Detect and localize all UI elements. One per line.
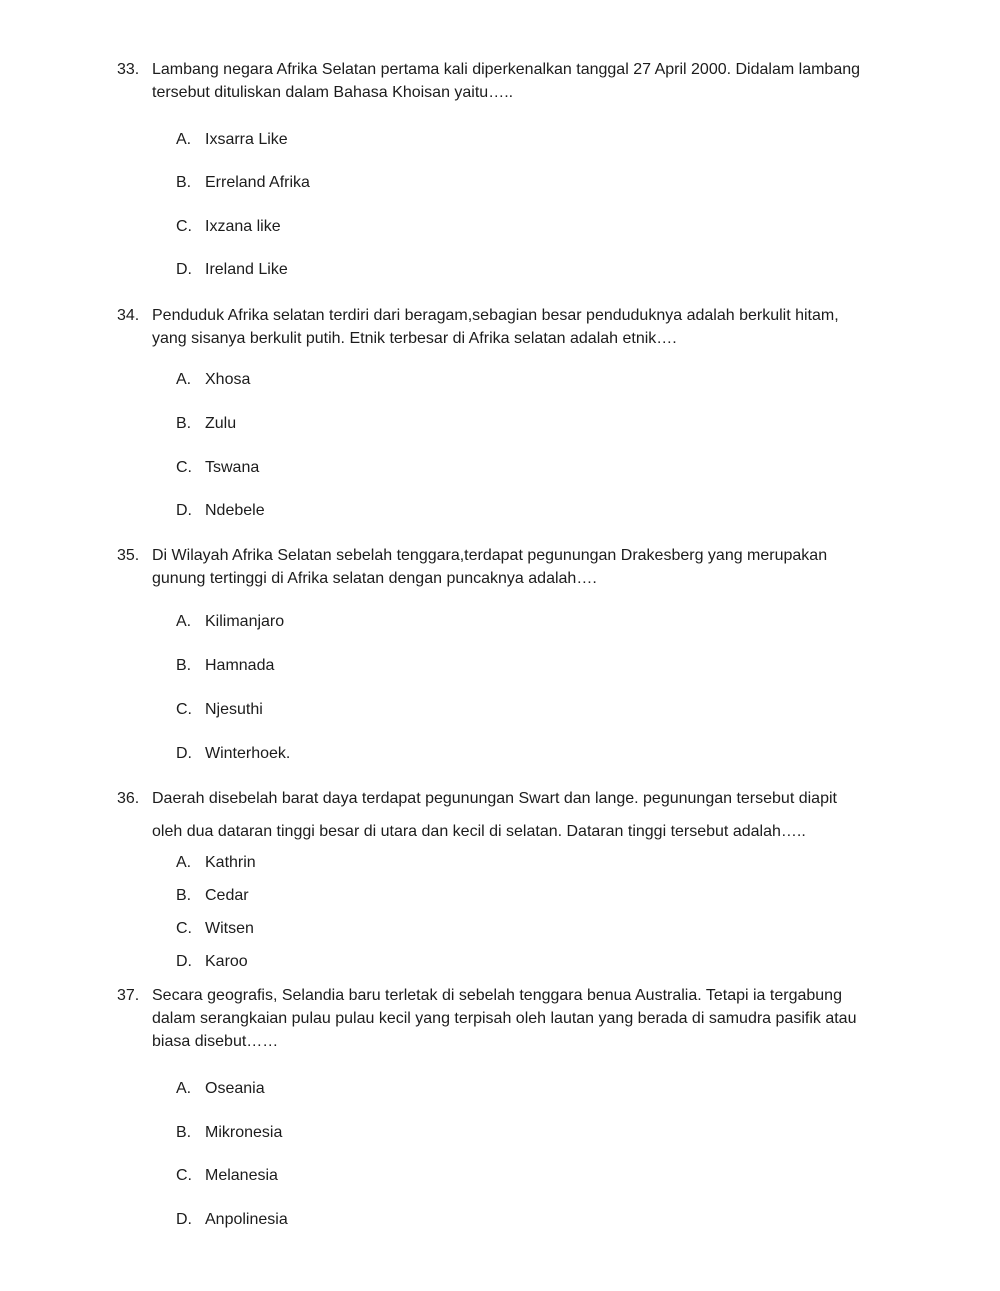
option-text: Xhosa (205, 371, 251, 388)
option-letter: D. (176, 745, 192, 762)
option-34-b[interactable] (176, 414, 236, 434)
option-letter: A. (176, 371, 192, 388)
option-text: Ixsarra Like (205, 131, 288, 148)
option-text: Erreland Afrika (205, 174, 310, 191)
option-35-c[interactable] (176, 700, 263, 720)
option-letter: B. (176, 657, 192, 674)
option-text: Witsen (205, 920, 254, 937)
question-35 (117, 544, 887, 590)
question-line: Secara geografis, Selandia baru terletak di sebelah tenggara benua Australia. Tetapi ia tergabung (152, 987, 842, 1004)
option-text: Cedar (205, 887, 249, 904)
option-text: Ndebele (205, 502, 265, 519)
question-text (152, 544, 887, 590)
option-35-b[interactable] (176, 656, 274, 676)
option-text: Oseania (205, 1080, 265, 1097)
option-letter: C. (176, 218, 192, 235)
option-34-a[interactable] (176, 370, 250, 390)
question-line: Daerah disebelah barat daya terdapat pegunungan Swart dan lange. pegunungan tersebut diapit (152, 790, 837, 807)
option-34-c[interactable] (176, 458, 259, 478)
option-text: Ireland Like (205, 261, 288, 278)
question-36 (117, 787, 887, 843)
question-number: 36. (117, 790, 140, 807)
option-text: Kilimanjaro (205, 613, 285, 630)
option-text: Mikronesia (205, 1124, 283, 1141)
option-text: Anpolinesia (205, 1211, 288, 1228)
option-35-d[interactable] (176, 744, 290, 764)
option-33-c[interactable] (176, 217, 281, 237)
option-37-d[interactable] (176, 1210, 288, 1230)
option-text: Karoo (205, 953, 248, 970)
question-number: 33. (117, 61, 140, 78)
option-36-c[interactable] (176, 919, 254, 939)
option-text: Hamnada (205, 657, 275, 674)
option-text: Zulu (205, 415, 237, 432)
question-33 (117, 58, 887, 104)
option-letter: D. (176, 1211, 192, 1228)
option-33-b[interactable] (176, 173, 310, 193)
question-line: Penduduk Afrika selatan terdiri dari beragam,sebagian besar penduduknya adalah berkulit hitam, (152, 307, 839, 324)
question-text (152, 984, 887, 1053)
question-line: biasa disebut…… (152, 1033, 279, 1050)
question-line: dalam serangkaian pulau pulau kecil yang terpisah oleh lautan yang berada di samudra pasifik atau (152, 1010, 857, 1027)
question-text (152, 787, 887, 843)
option-37-a[interactable] (176, 1079, 265, 1099)
option-34-d[interactable] (176, 501, 265, 521)
option-text: Winterhoek. (205, 745, 291, 762)
question-text (152, 304, 887, 350)
option-letter: A. (176, 613, 192, 630)
question-line: tersebut dituliskan dalam Bahasa Khoisan yaitu….. (152, 84, 514, 101)
question-line: Lambang negara Afrika Selatan pertama kali diperkenalkan tanggal 27 April 2000. Didalam lambang (152, 61, 861, 78)
option-text: Njesuthi (205, 701, 263, 718)
option-letter: A. (176, 1080, 192, 1097)
question-34 (117, 304, 887, 350)
option-36-a[interactable] (176, 853, 256, 873)
question-text (152, 58, 887, 104)
option-35-a[interactable] (176, 612, 284, 632)
option-letter: B. (176, 415, 192, 432)
question-line: yang sisanya berkulit putih. Etnik terbesar di Afrika selatan adalah etnik…. (152, 330, 677, 347)
option-text: Kathrin (205, 854, 256, 871)
option-36-d[interactable] (176, 952, 248, 972)
option-33-a[interactable] (176, 130, 288, 150)
option-letter: A. (176, 854, 192, 871)
option-37-b[interactable] (176, 1123, 282, 1143)
option-letter: D. (176, 953, 192, 970)
question-line: Di Wilayah Afrika Selatan sebelah tenggara,terdapat pegunungan Drakesberg yang merupakan (152, 547, 828, 564)
option-letter: B. (176, 887, 192, 904)
option-37-c[interactable] (176, 1166, 278, 1186)
option-letter: C. (176, 920, 192, 937)
option-letter: B. (176, 174, 192, 191)
option-letter: A. (176, 131, 192, 148)
option-letter: D. (176, 502, 192, 519)
question-number: 37. (117, 987, 140, 1004)
option-letter: B. (176, 1124, 192, 1141)
question-line: gunung tertinggi di Afrika selatan dengan puncaknya adalah…. (152, 570, 597, 587)
option-text: Tswana (205, 459, 260, 476)
option-letter: C. (176, 701, 192, 718)
question-number: 34. (117, 307, 140, 324)
option-letter: C. (176, 459, 192, 476)
option-text: Ixzana like (205, 218, 281, 235)
question-line: oleh dua dataran tinggi besar di utara dan kecil di selatan. Dataran tinggi tersebut adalah….. (152, 823, 806, 840)
option-36-b[interactable] (176, 886, 249, 906)
question-number: 35. (117, 547, 140, 564)
option-letter: C. (176, 1167, 192, 1184)
question-37 (117, 984, 887, 1053)
option-text: Melanesia (205, 1167, 278, 1184)
option-letter: D. (176, 261, 192, 278)
option-33-d[interactable] (176, 260, 288, 280)
